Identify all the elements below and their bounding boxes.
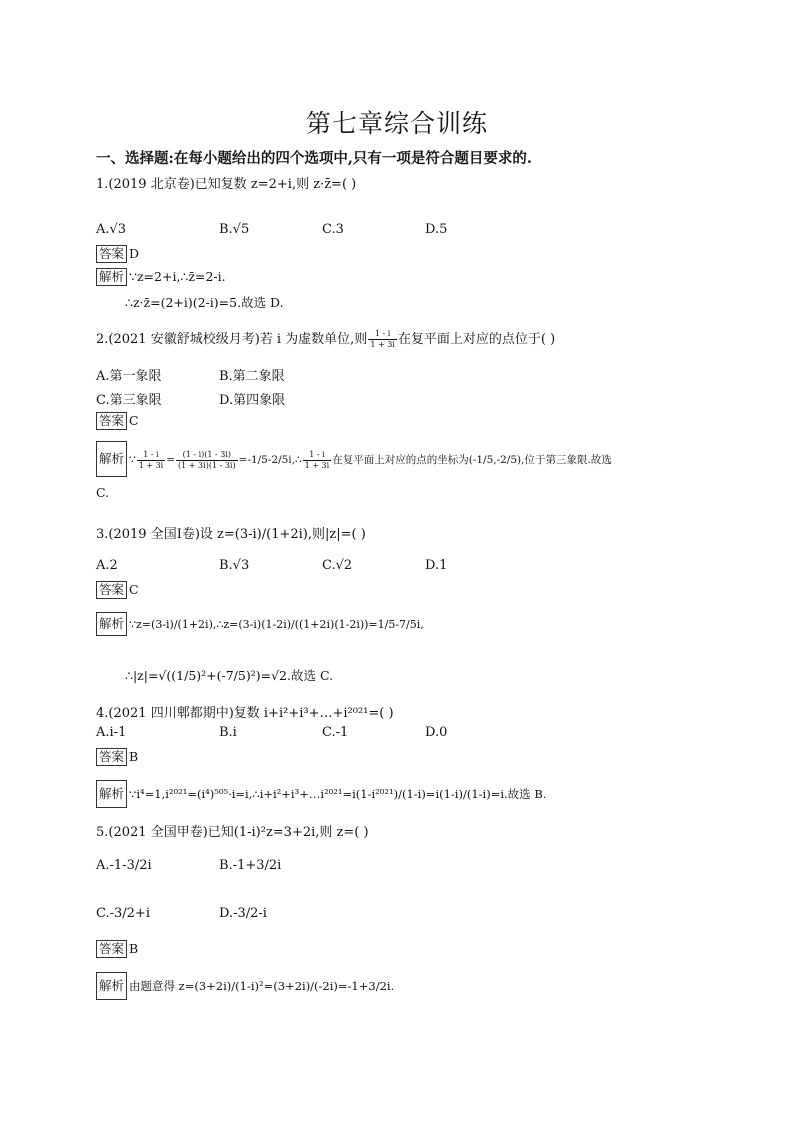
q2-sol-frac3-den: 1 + 3i [304, 460, 330, 470]
q5-analysis [96, 972, 394, 1000]
q2-sol-frac3 [303, 450, 332, 471]
page-title: 第七章综合训练 [305, 109, 488, 138]
answer-tag: 答案 [96, 581, 127, 599]
q5-option-d: D.-3/2-i [219, 906, 267, 921]
q2-analysis: 解析 ∵ $\frac{1 - i}{1 + 3i}$ = $\frac{(1 - i)(1 - 3i)}{(1 + 3i)(1 - 3i)}$ =-1/5-2/5i,∴ $\frac{1 - i}{1 + 3i}$ 在复平面上对应的点的坐标为(-1/5,-2/5),位于第三象限.故选 [96, 441, 612, 477]
q1-answer-value: D [129, 246, 140, 261]
q3-analysis [96, 612, 424, 636]
q2-option-b: B.第二象限 [219, 369, 285, 384]
analysis-tag: 解析 [96, 268, 127, 286]
q2-sol-frac1-den: 1 + 3i [138, 460, 164, 470]
q3-sol-line2: ∴|z|=√((1/5)²+(-7/5)²)=√2.故选 C. [125, 668, 334, 683]
q3-option-d: D.1 [425, 558, 448, 573]
q3-sol-line1: ∵z=(3-i)/(1+2i),∴z=(3-i)(1-2i)/((1+2i)(1-2i))=1/5-7/5i, [129, 618, 424, 631]
q4-analysis [96, 780, 546, 808]
analysis-tag: 解析 [96, 612, 127, 636]
q3-answer-value: C [129, 582, 139, 597]
q5-answer-value: B [129, 941, 139, 956]
q2-option-c: C.第三象限 [96, 393, 162, 408]
q2-sol-frac1 [137, 450, 166, 471]
q5-option-c: C.-3/2+i [96, 906, 150, 921]
analysis-tag: 解析 [96, 972, 127, 1000]
q5-option-a: A.-1-3/2i [96, 858, 152, 873]
q5-sol: 由题意得 z=(3+2i)/(1-i)²=(3+2i)/(-2i)=-1+3/2i. [129, 979, 395, 993]
question-2-stem [96, 328, 555, 350]
q1-analysis [96, 268, 226, 286]
q4-answer-value: B [129, 749, 139, 764]
q2-sol-frac2-den: (1 + 3i)(1 - 3i) [178, 460, 236, 470]
q1-option-d: D.5 [425, 222, 448, 237]
q3-option-a: A.2 [96, 558, 118, 573]
q1-option-c: C.3 [322, 222, 344, 237]
q2-sol-frac1-num: 1 - i [137, 450, 166, 461]
q5-answer [96, 940, 138, 958]
q4-option-b: B.i [219, 725, 237, 740]
q2-sol-tail: C. [96, 485, 110, 500]
q3-option-b: B.√3 [219, 558, 250, 573]
q2-sol-frac2-num: (1 - i)(1 - 3i) [176, 450, 238, 461]
q4-option-a: A.i-1 [96, 725, 127, 740]
question-1-stem: 1.(2019 北京卷)已知复数 z=2+i,则 z·z̄=( ) [96, 177, 357, 192]
q2-stem-pre: 2.(2021 安徽舒城校级月考)若 i 为虚数单位,则 [96, 332, 368, 347]
q2-sol-mid: =-1/5-2/5i,∴ [238, 454, 302, 466]
q4-sol: ∵i⁴=1,i²⁰²¹=(i⁴)⁵⁰⁵·i=i,∴i+i²+i³+…i²⁰²¹=i(1-i²⁰²¹)/(1-i)=i(1-i)/(1-i)=i.故选 B. [129, 787, 547, 801]
q2-sol-end: 在复平面上对应的点的坐标为(-1/5,-2/5),位于第三象限.故选 [332, 454, 612, 466]
question-3-stem: 3.(2019 全国Ⅰ卷)设 z=(3-i)/(1+2i),则|z|=( ) [96, 527, 366, 542]
answer-tag: 答案 [96, 412, 127, 430]
q1-sol-line1: ∵z=2+i,∴z̄=2-i. [129, 269, 226, 284]
q5-option-b: B.-1+3/2i [219, 858, 282, 873]
answer-tag: 答案 [96, 748, 127, 766]
q2-sol-frac3-num: 1 - i [303, 450, 332, 461]
answer-tag: 答案 [96, 245, 127, 263]
q2-fraction [368, 329, 397, 350]
analysis-tag: 解析 [96, 441, 127, 477]
q2-answer-value: C [129, 413, 139, 428]
q2-stem-post: 在复平面上对应的点位于( ) [397, 332, 556, 347]
q1-answer [96, 245, 139, 263]
q2-option-d: D.第四象限 [219, 393, 286, 408]
q2-sol-frac2 [176, 450, 238, 471]
analysis-tag: 解析 [96, 780, 127, 808]
question-4-stem: 4.(2021 四川郫都期中)复数 i+i²+i³+…+i²⁰²¹=( ) [96, 706, 394, 721]
q2-fraction-num: 1 - i [368, 329, 397, 340]
answer-tag: 答案 [96, 940, 127, 958]
q2-option-a: A.第一象限 [96, 369, 162, 384]
q4-option-c: C.-1 [322, 725, 349, 740]
question-5-stem: 5.(2021 全国甲卷)已知(1-i)²z=3+2i,则 z=( ) [96, 825, 369, 840]
q2-answer [96, 412, 139, 430]
q2-fraction-den: 1 + 3i [370, 340, 395, 349]
q4-answer [96, 748, 138, 766]
section-heading: 一、选择题:在每小题给出的四个选项中,只有一项是符合题目要求的. [96, 150, 532, 167]
q4-option-d: D.0 [425, 725, 448, 740]
q1-sol-line2: ∴z·z̄=(2+i)(2-i)=5.故选 D. [125, 295, 284, 310]
q3-answer [96, 581, 139, 599]
q1-option-b: B.√5 [219, 222, 250, 237]
q3-option-c: C.√2 [322, 558, 353, 573]
q1-option-a: A.√3 [96, 222, 127, 237]
